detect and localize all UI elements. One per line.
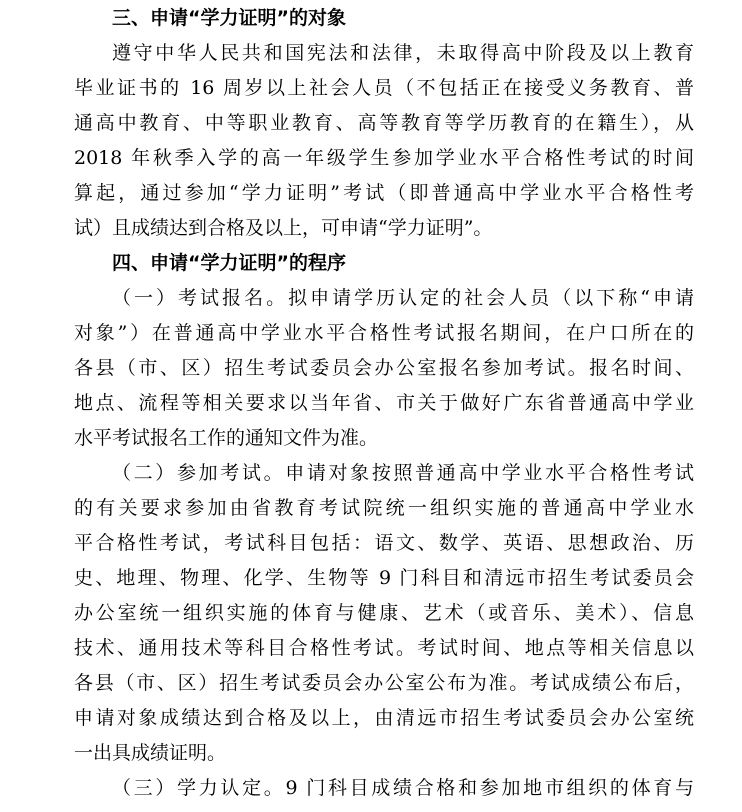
section-4-para-2-line-7: 各县（市、区）招生考试委员会办公室公布为准。考试成绩公布后，: [74, 672, 694, 694]
section-4-para-2-line-6: 技术、通用技术等科目合格性考试。考试时间、地点等相关信息以: [74, 637, 694, 659]
section-4-para-2-line-1: （二）参加考试。申请对象按照普通高中学业水平合格性考试: [112, 462, 694, 484]
section-3-line-3: 通高中教育、中等职业教育、高等教育等学历教育的在籍生），从: [74, 112, 694, 134]
section-4-para-3-line-1: （三）学力认定。9 门科目成绩合格和参加地市组织的体育与: [112, 777, 694, 799]
section-4-para-1-line-3: 各县（市、区）招生考试委员会办公室报名参加考试。报名时间、: [74, 357, 694, 379]
section-3-line-2: 毕业证书的 16 周岁以上社会人员（不包括正在接受义务教育、普: [74, 77, 694, 99]
section-3-line-5: 算起，通过参加“学力证明”考试（即普通高中学业水平合格性考: [74, 182, 694, 204]
section-4-para-2-line-8: 申请对象成绩达到合格及以上，由清远市招生考试委员会办公室统: [74, 707, 694, 729]
section-4-para-2-line-5: 办公室统一组织实施的体育与健康、艺术（或音乐、美术）、信息: [74, 602, 694, 624]
section-4-para-2-line-9: 一出具成绩证明。: [74, 742, 227, 764]
section-4-heading: 四、申请“学力证明”的程序: [112, 252, 346, 274]
section-4-para-2-line-2: 的有关要求参加由省教育考试院统一组织实施的普通高中学业水: [74, 497, 694, 519]
section-3-line-1: 遵守中华人民共和国宪法和法律，未取得高中阶段及以上教育: [112, 42, 694, 64]
section-3-heading: 三、申请“学力证明”的对象: [112, 7, 346, 29]
section-3-line-4: 2018 年秋季入学的高一年级学生参加学业水平合格性考试的时间: [74, 147, 694, 169]
section-4-para-1-line-4: 地点、流程等相关要求以当年省、市关于做好广东省普通高中学业: [74, 392, 694, 414]
section-4-para-2-line-4: 史、地理、物理、化学、生物等 9 门科目和清远市招生考试委员会: [74, 567, 694, 589]
section-4-para-1-line-2: 对象”）在普通高中学业水平合格性考试报名期间，在户口所在的: [74, 322, 694, 344]
section-3-line-6: 试）且成绩达到合格及以上，可申请“学力证明”。: [74, 217, 493, 239]
section-4-para-1-line-1: （一）考试报名。拟申请学历认定的社会人员（以下称“申请: [112, 287, 694, 309]
section-4-para-1-line-5: 水平考试报名工作的通知文件为准。: [74, 427, 379, 449]
section-4-para-2-line-3: 平合格性考试，考试科目包括：语文、数学、英语、思想政治、历: [74, 532, 694, 554]
